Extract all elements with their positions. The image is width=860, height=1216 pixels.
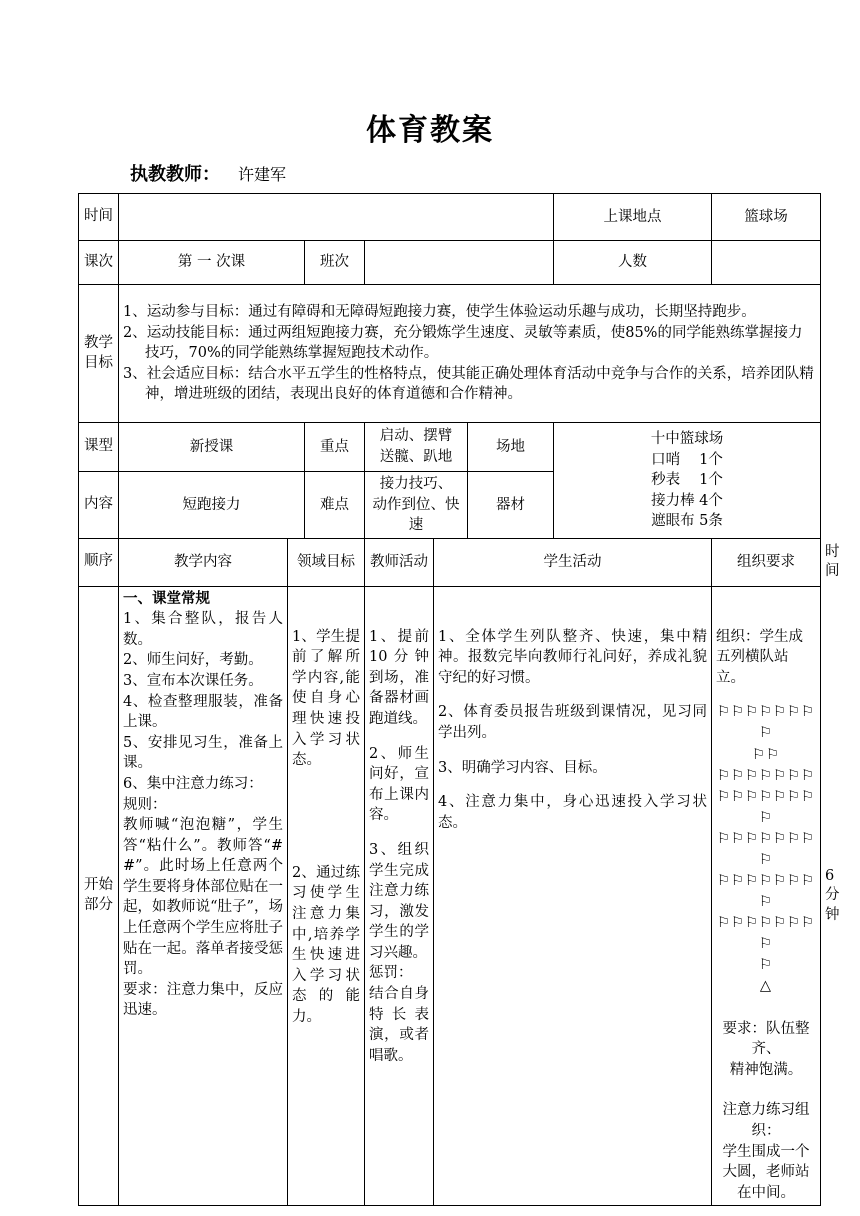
type-label: 课型 [79,423,119,472]
flag-row: ⚐⚐⚐⚐⚐⚐⚐⚐ [717,830,815,868]
class-value [365,241,554,285]
equipment-item: 接力棒 4个 [651,492,723,509]
field-label: 场地 [468,423,554,472]
row-course-type [79,423,821,472]
row-lesson [79,241,821,285]
type-value: 新授课 [119,423,305,472]
key-line: 启动、摆臂 [379,428,453,445]
content-line: 规则： [123,796,167,813]
goal-item: 3、社会适应目标：结合水平五学生的性格特点，使其能正确处理体育活动中竞争与合作的关系，培养团队精神，增进班级的团结，表现出良好的体育道德和合作精神。 [123,365,814,403]
flag-row: ⚐⚐⚐⚐⚐⚐⚐⚐ [717,872,815,910]
flag-row: ⚐⚐⚐⚐⚐⚐⚐⚐ [717,704,815,742]
equipment-list [554,423,821,539]
section-domain [288,586,365,1206]
content-line: 5、安排见习生，准备上课。 [123,734,283,772]
section-teacher [365,586,434,1206]
key-label: 重点 [305,423,365,472]
flag-row: ⚐⚐⚐⚐⚐⚐⚐⚐ [717,914,815,952]
row-time [79,194,821,241]
flag-row: ⚐⚐⚐⚐⚐⚐⚐ [717,767,815,784]
hard-value [365,472,468,539]
key-value [365,423,468,472]
header-teacher: 教师活动 [365,538,434,586]
student-activity: 3、明确学习内容、目标。 [438,759,607,776]
teacher-activity: 结合自身特长表演，或者唱歌。 [369,985,429,1064]
org-text: 组织：学生成五列横队站立。 [716,628,803,686]
class-label: 班次 [305,241,365,285]
teacher-activity: 3、组织学生完成注意力练习，激发学生的学习兴趣。 [369,841,429,961]
goal-item: 1、运动参与目标：通过有障碍和无障碍短跑接力赛，使学生体验运动乐趣与成功，长期坚持跑步。 [123,304,756,321]
header-org: 组织要求 [712,538,821,586]
header-student: 学生活动 [434,538,712,586]
teacher-triangle-icon: △ [759,977,773,994]
domain-goal: 1、学生提前了解所学内容,能使自身心理快速投入学习状态。 [292,628,360,769]
lesson-plan-table [78,193,840,1206]
content-line: 3、宣布本次课任务。 [123,673,263,690]
header-domain: 领域目标 [288,538,365,586]
content-line: 教师喊“泡泡糖”，学生答“粘什么”。教师答“##”。此时场上任意两个学生要将身体部位贴在一起，如教师说“肚子”，场上任意两个学生应将肚子贴在一起。落单者接受惩罚。 [123,817,283,978]
org-requirement: 要求：队伍整齐、 [722,1020,810,1058]
venue-label: 上课地点 [554,194,712,241]
formation-diagram [716,702,816,996]
count-value [712,241,821,285]
teacher-line [130,160,286,186]
hard-line: 动作到位、快速 [372,496,460,534]
teacher-activity: 2、师生问好，宣布上课内容。 [369,745,429,824]
row-goals [79,285,821,423]
content-title: 一、课堂常规 [123,589,210,607]
equipment-item: 十中篮球场 [650,430,724,447]
flag-row: ⚐⚐ [752,746,780,763]
page-title: 体育教案 [366,113,494,148]
section-label: 开始部分 [79,586,119,1206]
content-line: 1、集合整队，报告人数。 [123,611,283,648]
domain-goal: 2、通过练习使学生注意力集中,培养学生快速进入学习状态的能力。 [292,864,360,1025]
time-value [119,194,554,241]
content-line: 4、检查整理服装，准备上课。 [123,693,283,731]
teacher-activity: 惩罚： [369,965,413,982]
header-content: 教学内容 [119,538,288,586]
org-attention: 注意力练习组织： [722,1102,810,1139]
flag-row: ⚐⚐⚐⚐⚐⚐⚐⚐ [717,788,815,826]
org-requirement: 精神饱满。 [729,1061,803,1078]
student-activity: 1、全体学生列队整齐、快速，集中精神。报数完毕向教师行礼问好，养成礼貌守纪的好习惯。 [438,628,707,686]
content-value: 短跑接力 [119,472,305,539]
venue-value: 篮球场 [712,194,821,241]
student-activity: 4、注意力集中，身心迅速投入学习状态。 [438,794,707,831]
section-student [434,586,712,1206]
equip-label: 器材 [468,472,554,539]
count-label: 人数 [554,241,712,285]
lesson-label: 课次 [79,241,119,285]
org-attention: 学生围成一个大圆，老师站在中间。 [722,1143,810,1201]
header-order: 顺序 [79,538,119,586]
section-org [712,586,821,1206]
teacher-label: 执教教师： [130,164,220,185]
hard-label: 难点 [305,472,365,539]
flag-row: ⚐ [759,956,773,973]
goals-list [119,285,821,423]
key-line: 送髋、趴地 [379,449,453,465]
row-start-section: 开始部分 一、课堂常规 1、集合整队，报告人数。 2、师生问好，考勤。 3、宣布本次课任务。 4、检查整理服装，准备上课。 5、安排见习生，准备上课。 6、集中注意力练习： 规则： 教师喊“泡泡糖”，学生答“粘什么”。教师答“##”。此时场上任意两个学生要将身体部位贴在一起，如教师说“肚子”，场上任意两个学生应将肚子贴在一起。落单者接受惩罚。 要求：注意力集中，反应迅速。 1、学生提前了解所学内容,能使自身心理快速投入学习状态。 2、通过练习使学生注意力集中,培养学生快速进入学习状态的能力。 1、提前10分钟到场，准备器材画跑道线。 2、师生问好，宣布上课内容。 3、组织学生完成注意力练习，激发学生的学习兴趣。 惩罚： 结合自身特长表演，或者唱歌。 1、全体学生列队整齐、快速，集中精神。报数完毕向教师行礼问好，养成礼貌守纪的好习惯。 2、体育委员报告班级到课情况，见习同学出列。 3、明确学习内容、目标。 4、注意力集中，身心迅速投入学习状态。 组织：学生成五列横队站立。 ⚐⚐⚐⚐⚐⚐⚐⚐ ⚐⚐ ⚐⚐⚐⚐⚐⚐⚐ ⚐⚐⚐⚐⚐⚐⚐⚐ ⚐⚐⚐⚐⚐⚐⚐⚐ ⚐⚐⚐⚐⚐⚐⚐⚐ ⚐⚐⚐⚐⚐⚐⚐⚐ ⚐ △ 要求：队伍整齐、 精神饱满。 注意力练习组织： 学生围成一个大圆，老师站在中间。 6分钟 [79,586,821,1206]
equipment-item: 口哨 1个 [651,451,723,468]
student-activity: 2、体育委员报告班级到课情况，见习同学出列。 [438,704,707,742]
section-content [119,586,288,1206]
content-line: 2、师生问好，考勤。 [123,652,263,669]
content-label: 内容 [79,472,119,539]
goal-item: 2、运动技能目标：通过两组短跑接力赛，充分锻炼学生速度、灵敏等素质，使85%的同学能熟练掌握接力技巧，70%的同学能熟练掌握短跑技术动作。 [123,324,803,362]
content-line: 要求：注意力集中，反应迅速。 [123,981,283,1019]
equipment-item: 遮眼布 5条 [651,513,723,530]
content-line: 6、集中注意力练习： [123,775,263,792]
teacher-activity: 1、提前10分钟到场，准备器材画跑道线。 [369,628,429,728]
lesson-value: 第 一 次课 [119,241,305,285]
teacher-name: 许建军 [238,165,287,184]
row-headers: 顺序 教学内容 领域目标 教师活动 学生活动 组织要求 时间 [79,538,821,586]
hard-line: 接力技巧、 [379,476,453,492]
goals-label: 教学目标 [79,285,119,423]
equipment-item: 秒表 1个 [651,472,723,489]
time-label: 时间 [79,194,119,241]
